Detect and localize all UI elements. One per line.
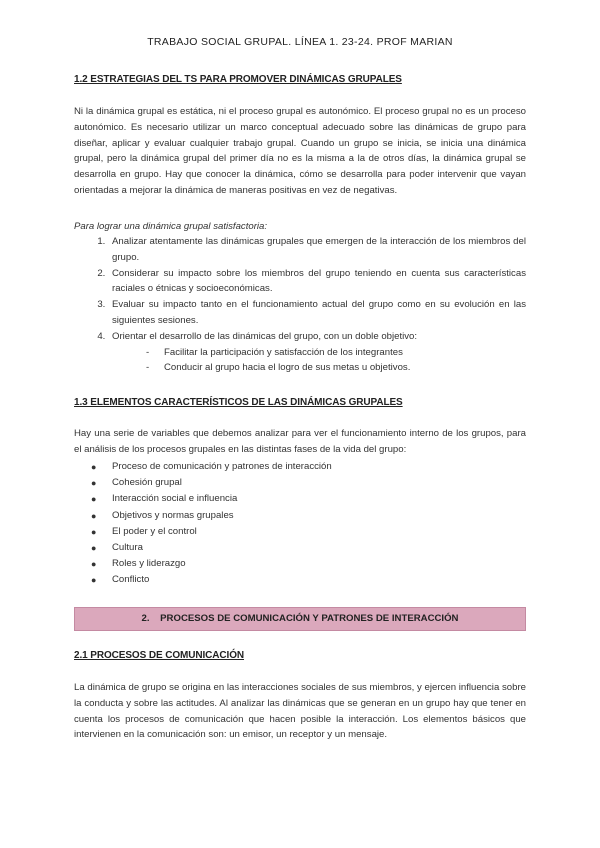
section-banner-2 (74, 607, 526, 631)
list-intro: Para lograr una dinámica grupal satisfactoria: (74, 221, 268, 232)
bullet-marker: ● (91, 559, 97, 570)
bullet-item-text: El poder y el control (112, 525, 197, 537)
list-item (108, 329, 526, 376)
bullet-item (91, 556, 526, 572)
list-item (108, 266, 526, 298)
sub-list (146, 345, 526, 377)
bullet-marker: ● (91, 575, 97, 586)
bullet-item (91, 475, 526, 491)
bullet-item-text: Proceso de comunicación y patrones de interacción (112, 461, 332, 472)
list-item (108, 297, 526, 329)
strategies-list (74, 234, 526, 376)
bullet-item-text: Conflicto (112, 574, 150, 586)
bullet-item-text: Cultura (112, 542, 143, 554)
dash-marker: - (146, 362, 150, 374)
bullet-marker: ● (91, 526, 97, 537)
bullet-item-text: Cohesión grupal (112, 477, 182, 489)
bullet-item-text: Objetivos y normas grupales (112, 509, 234, 521)
section-heading-1-3: 1.3 ELEMENTOS CARACTERÍSTICOS DE LAS DINÁMICAS GRUPALES (74, 397, 403, 408)
bullet-item-text: Interacción social e influencia (112, 493, 238, 505)
list-item-text: Orientar el desarrollo de las dinámicas del grupo, con un doble objetivo: (112, 330, 418, 342)
bullet-item (91, 540, 526, 556)
list-item (108, 234, 526, 266)
elements-list (74, 459, 526, 589)
list-item-text: Analizar atentamente las dinámicas grupales que emergen de la interacción de los miembros del grupo. (112, 236, 526, 263)
section-heading-1-2: 1.2 ESTRATEGIAS DEL TS PARA PROMOVER DINÁMICAS GRUPALES (74, 74, 402, 85)
bullet-marker: ● (91, 462, 97, 472)
paragraph-1-2: Ni la dinámica grupal es estática, ni el proceso grupal es autonómico. El proceso grupal no es un proceso autonómico. Es necesario utilizar un marco conceptual adecuado sobre las dinámicas de grupo para diseñar, aplicar y evaluar cualquier trabajo grupal. Cuando un grupo se inicia, se inicia una dinámica grupal, pero la dinámica grupal del primer día no es la misma a la de otros días, la dinámica grupal se desarrolla en grupo. Hay que conocer la dinámica, cómo se desarrolla para poder intervenir que vayan orientadas a mejorar la dinámica de maneras positivas en vez de negativas. (74, 106, 526, 196)
bullet-marker: ● (91, 478, 97, 489)
bullet-item (91, 524, 526, 540)
bullet-marker: ● (91, 494, 97, 505)
bullet-item (91, 459, 526, 475)
sub-list-item (146, 345, 526, 361)
bullet-item (91, 491, 526, 507)
sub-list-item-text: Facilitar la participación y satisfacción de los integrantes (164, 346, 403, 358)
section-heading-2-1: 2.1 PROCESOS DE COMUNICACIÓN (74, 650, 245, 661)
list-item-text: Considerar su impacto sobre los miembros del grupo teniendo en cuenta sus características raciales o étnicas y socioeconómicas. (112, 267, 526, 295)
sub-list-item (146, 360, 526, 376)
bullet-item (91, 508, 526, 524)
dash-marker: - (146, 346, 150, 358)
bullet-marker: ● (91, 543, 97, 554)
paragraph-1-3: Hay una serie de variables que debemos analizar para ver el funcionamiento interno de los grupos, para el análisis de los procesos grupales en las distintas fases de la vida del grupo: (74, 428, 526, 455)
paragraph-2-1: La dinámica de grupo se origina en las interacciones sociales de sus miembros, y ejercen influencia sobre la conducta y sobre las actitudes. Al analizar las dinámicas que se generan en un grupo hay que tener en cuenta los procesos de comunicación que hacen posible la interacción. Los elementos básicos que intervienen en la comunicación son: un emisor, un receptor y un mensaje. (74, 682, 526, 741)
bullet-item (91, 572, 526, 588)
bullet-item-text: Roles y liderazgo (112, 558, 186, 570)
bullet-marker: ● (91, 510, 97, 521)
sub-list-item-text: Conducir al grupo hacia el logro de sus metas u objetivos. (164, 362, 411, 374)
running-header: TRABAJO SOCIAL GRUPAL. LÍNEA 1. 23-24. PROF MARIAN (147, 36, 453, 48)
section-banner-text: 2. PROCESOS DE COMUNICACIÓN Y PATRONES DE INTERACCIÓN (141, 613, 459, 624)
list-item-text: Evaluar su impacto tanto en el funcionamiento actual del grupo como en su evolución en las siguientes sesiones. (112, 299, 526, 326)
